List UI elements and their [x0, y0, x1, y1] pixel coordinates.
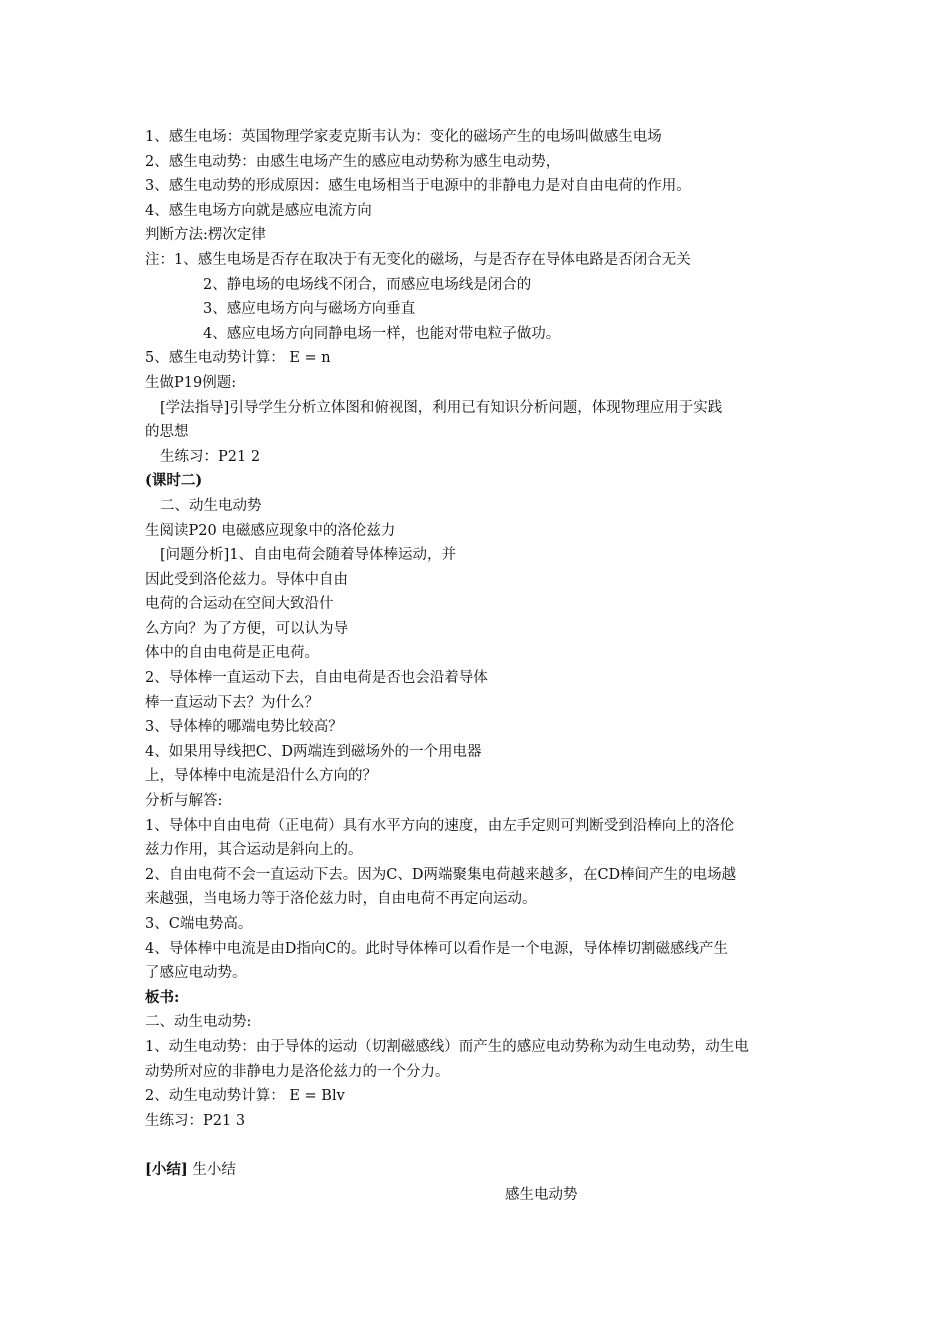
text-line: 二、动生电动势	[160, 497, 262, 514]
blank-line	[145, 1133, 815, 1158]
text-line: 3、导体棒的哪端电势比较高？	[145, 719, 343, 736]
diagram-title: 感生电动势	[505, 1186, 578, 1203]
section-heading: 板书:	[145, 988, 180, 1006]
summary-text: 生小结	[192, 1161, 236, 1178]
text-line: 二、动生电动势:	[145, 1014, 252, 1031]
text-line: [学法指导]引导学生分析立体图和俯视图，利用已有知识分析问题，体现物理应用于实践	[160, 399, 723, 416]
summary-line	[145, 1158, 815, 1183]
text-line: 2、导体棒一直运动下去，自由电荷是否也会沿着导体	[145, 670, 488, 687]
text-line: 生阅读P20 电磁感应现象中的洛伦兹力	[145, 522, 396, 539]
text-line: 的思想	[145, 424, 189, 441]
text-line: 来越强，当电场力等于洛伦兹力时，自由电荷不再定向运动。	[145, 891, 537, 908]
text-line: 判断方法:楞次定律	[145, 227, 266, 244]
text-line: 3、感应电场方向与磁场方向垂直	[203, 301, 416, 318]
text-line: 体中的自由电荷是正电荷。	[145, 645, 319, 662]
text-line: 上，导体棒中电流是沿什么方向的？	[145, 768, 377, 785]
text-line: 4、感应电场方向同静电场一样，也能对带电粒子做功。	[203, 325, 561, 342]
text-line: 4、导体棒中电流是由D指向C的。此时导体棒可以看作是一个电源，导体棒切割磁感线产生	[145, 940, 728, 957]
text-line: 了感应电动势。	[145, 965, 247, 982]
text-line: 3、C端电势高。	[145, 916, 253, 932]
text-line: 4、如果用导线把C、D两端连到磁场外的一个用电器	[145, 743, 482, 760]
text-line: 2、静电场的电场线不闭合，而感应电场线是闭合的	[203, 276, 532, 293]
text-line: 因此受到洛伦兹力。导体中自由	[145, 571, 348, 588]
document-body	[145, 125, 815, 1207]
text-line: 生做P19例题:	[145, 374, 237, 391]
text-line: 1、感生电场：英国物理学家麦克斯韦认为：变化的磁场产生的电场叫做感生电场	[145, 129, 662, 145]
text-line: 2、动生电动势计算： E = Blv	[145, 1088, 345, 1105]
text-line: 注：1、感生电场是否存在取决于有无变化的磁场，与是否存在导体电路是否闭合无关	[145, 251, 691, 268]
text-line: 生练习：P21 2	[160, 448, 261, 465]
text-line: 动势所对应的非静电力是洛伦兹力的一个分力。	[145, 1063, 450, 1080]
text-line: 2、感生电动势：由感生电场产生的感应电动势称为感生电动势，	[145, 153, 561, 170]
section-heading: (课时二)	[145, 472, 203, 490]
text-line: 分析与解答:	[145, 793, 223, 810]
text-line: 2、自由电荷不会一直运动下去。因为C、D两端聚集电荷越来越多，在CD棒间产生的电场越	[145, 866, 737, 883]
summary-label: [小结]	[145, 1160, 188, 1178]
text-line: 么方向？为了方便，可以认为导	[145, 620, 348, 637]
text-line: 5、感生电动势计算： E = n	[145, 350, 331, 367]
text-line: 兹力作用，其合运动是斜向上的。	[145, 842, 363, 859]
text-line: 电荷的合运动在空间大致沿什	[145, 596, 334, 613]
text-line: 4、感生电场方向就是感应电流方向	[145, 202, 372, 219]
text-line: 3、感生电动势的形成原因：感生电场相当于电源中的非静电力是对自由电荷的作用。	[145, 178, 691, 195]
text-line: 棒一直运动下去？为什么？	[145, 694, 319, 711]
text-line: 生练习：P21 3	[145, 1112, 246, 1129]
text-line: 1、导体中自由电荷（正电荷）具有水平方向的速度，由左手定则可判断受到沿棒向上的洛伦	[145, 817, 735, 834]
text-line: 1、动生电动势：由于导体的运动（切割磁感线）而产生的感应电动势称为动生电动势，动生电	[145, 1038, 749, 1055]
text-line: [问题分析]1、自由电荷会随着导体棒运动，并	[160, 547, 457, 564]
